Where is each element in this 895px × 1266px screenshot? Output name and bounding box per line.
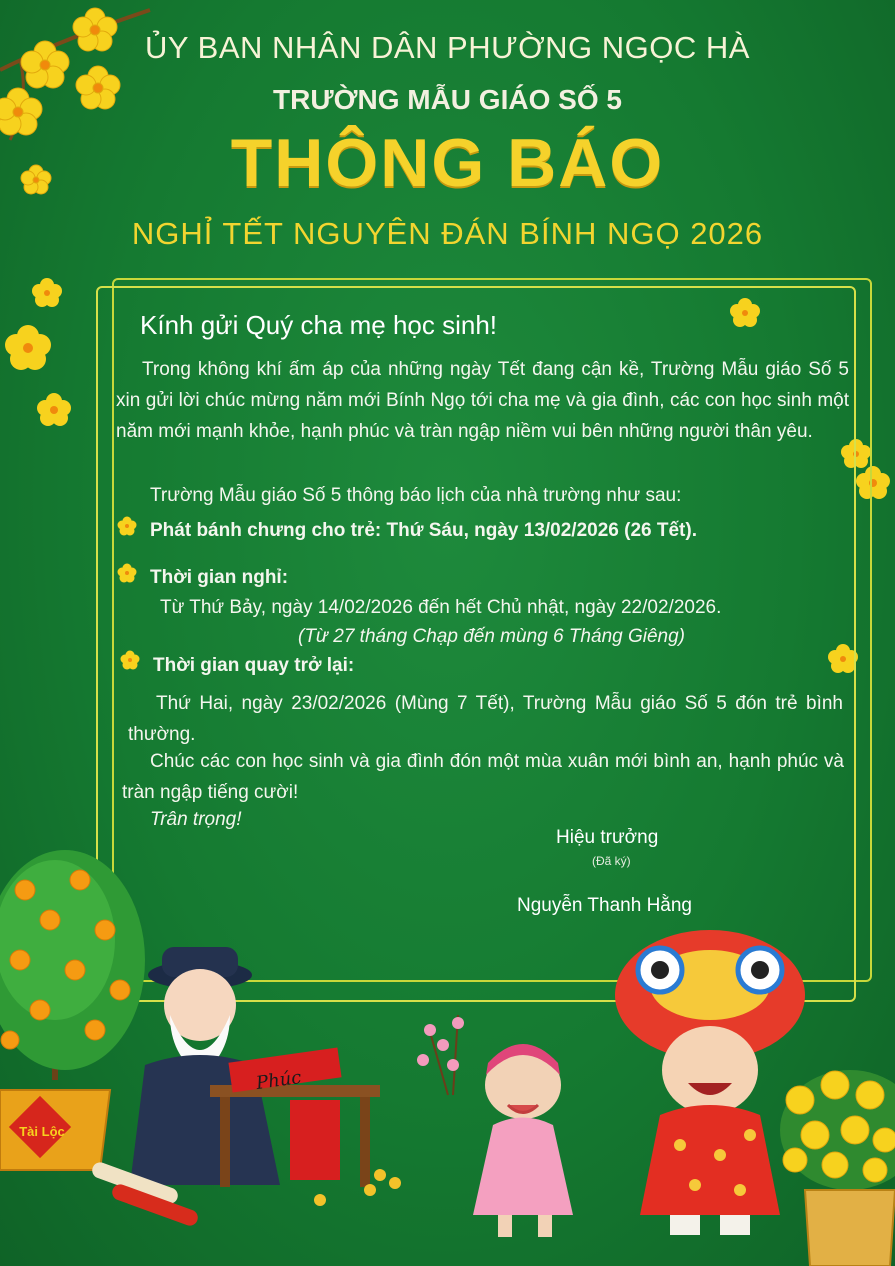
signatory-name: Nguyễn Thanh Hằng (517, 895, 692, 916)
bullet-flower-icon (116, 515, 138, 537)
wishes-paragraph: Chúc các con học sinh và gia đình đón một mùa xuân mới bình an, hạnh phúc và tràn ngập tiếng cười! (122, 751, 844, 803)
page-title: THÔNG BÁO (230, 125, 665, 201)
bullet-flower-icon (119, 649, 141, 671)
blossom-icon (30, 276, 64, 310)
bullet-banh-chung: Phát bánh chưng cho trẻ: Thứ Sáu, ngày 13/02/2026 (26 Tết). (150, 520, 697, 541)
signatory-title: Hiệu trưởng (556, 827, 659, 848)
bullet-flower-icon (116, 562, 138, 584)
page-subtitle: NGHỈ TẾT NGUYÊN ĐÁN BÍNH NGỌ 2026 (131, 216, 764, 251)
organization-name: ỦY BAN NHÂN DÂN PHƯỜNG NGỌC HÀ (145, 30, 750, 65)
chrysanthemum-pot-illustration (780, 1060, 895, 1266)
holiday-lunar-note: (Từ 27 tháng Chạp đến mùng 6 Tháng Giêng) (298, 626, 686, 647)
girl-illustration (408, 1015, 608, 1245)
bullet-holiday-title: Thời gian nghỉ: (150, 567, 289, 588)
school-name: TRƯỜNG MẪU GIÁO SỐ 5 (273, 84, 622, 115)
bullet-return-title: Thời gian quay trở lại: (153, 655, 355, 676)
intro-paragraph: Trong không khí ấm áp của những ngày Tết đang cận kề, Trường Mẫu giáo Số 5 xin gửi lời chúc mừng năm mới Bính Ngọ tới cha mẹ và gia đình, các con học sinh một năm mới mạnh khỏe, hạnh phúc và tràn ngập niềm vui bên những người thân yêu. (116, 359, 849, 442)
letter-greeting: Kính gửi Quý cha mẹ học sinh! (140, 310, 498, 340)
pot-label: Tài Lộc (19, 1124, 65, 1139)
calligraphy-word: Phúc (254, 1066, 303, 1095)
blossom-icon (34, 390, 74, 430)
return-paragraph: Thứ Hai, ngày 23/02/2026 (Mùng 7 Tết), Trường Mẫu giáo Số 5 đón trẻ bình thường. (128, 693, 843, 745)
blossom-icon (2, 322, 54, 374)
scholar-calligraphy-illustration (90, 935, 420, 1235)
holiday-period: Từ Thứ Bảy, ngày 14/02/2026 đến hết Chủ nhật, ngày 22/02/2026. (160, 597, 722, 618)
closing-text: Trân trọng! (150, 809, 242, 830)
schedule-intro: Trường Mẫu giáo Số 5 thông báo lịch của nhà trường như sau: (150, 485, 682, 506)
signed-note: (Đã ký) (592, 854, 631, 868)
